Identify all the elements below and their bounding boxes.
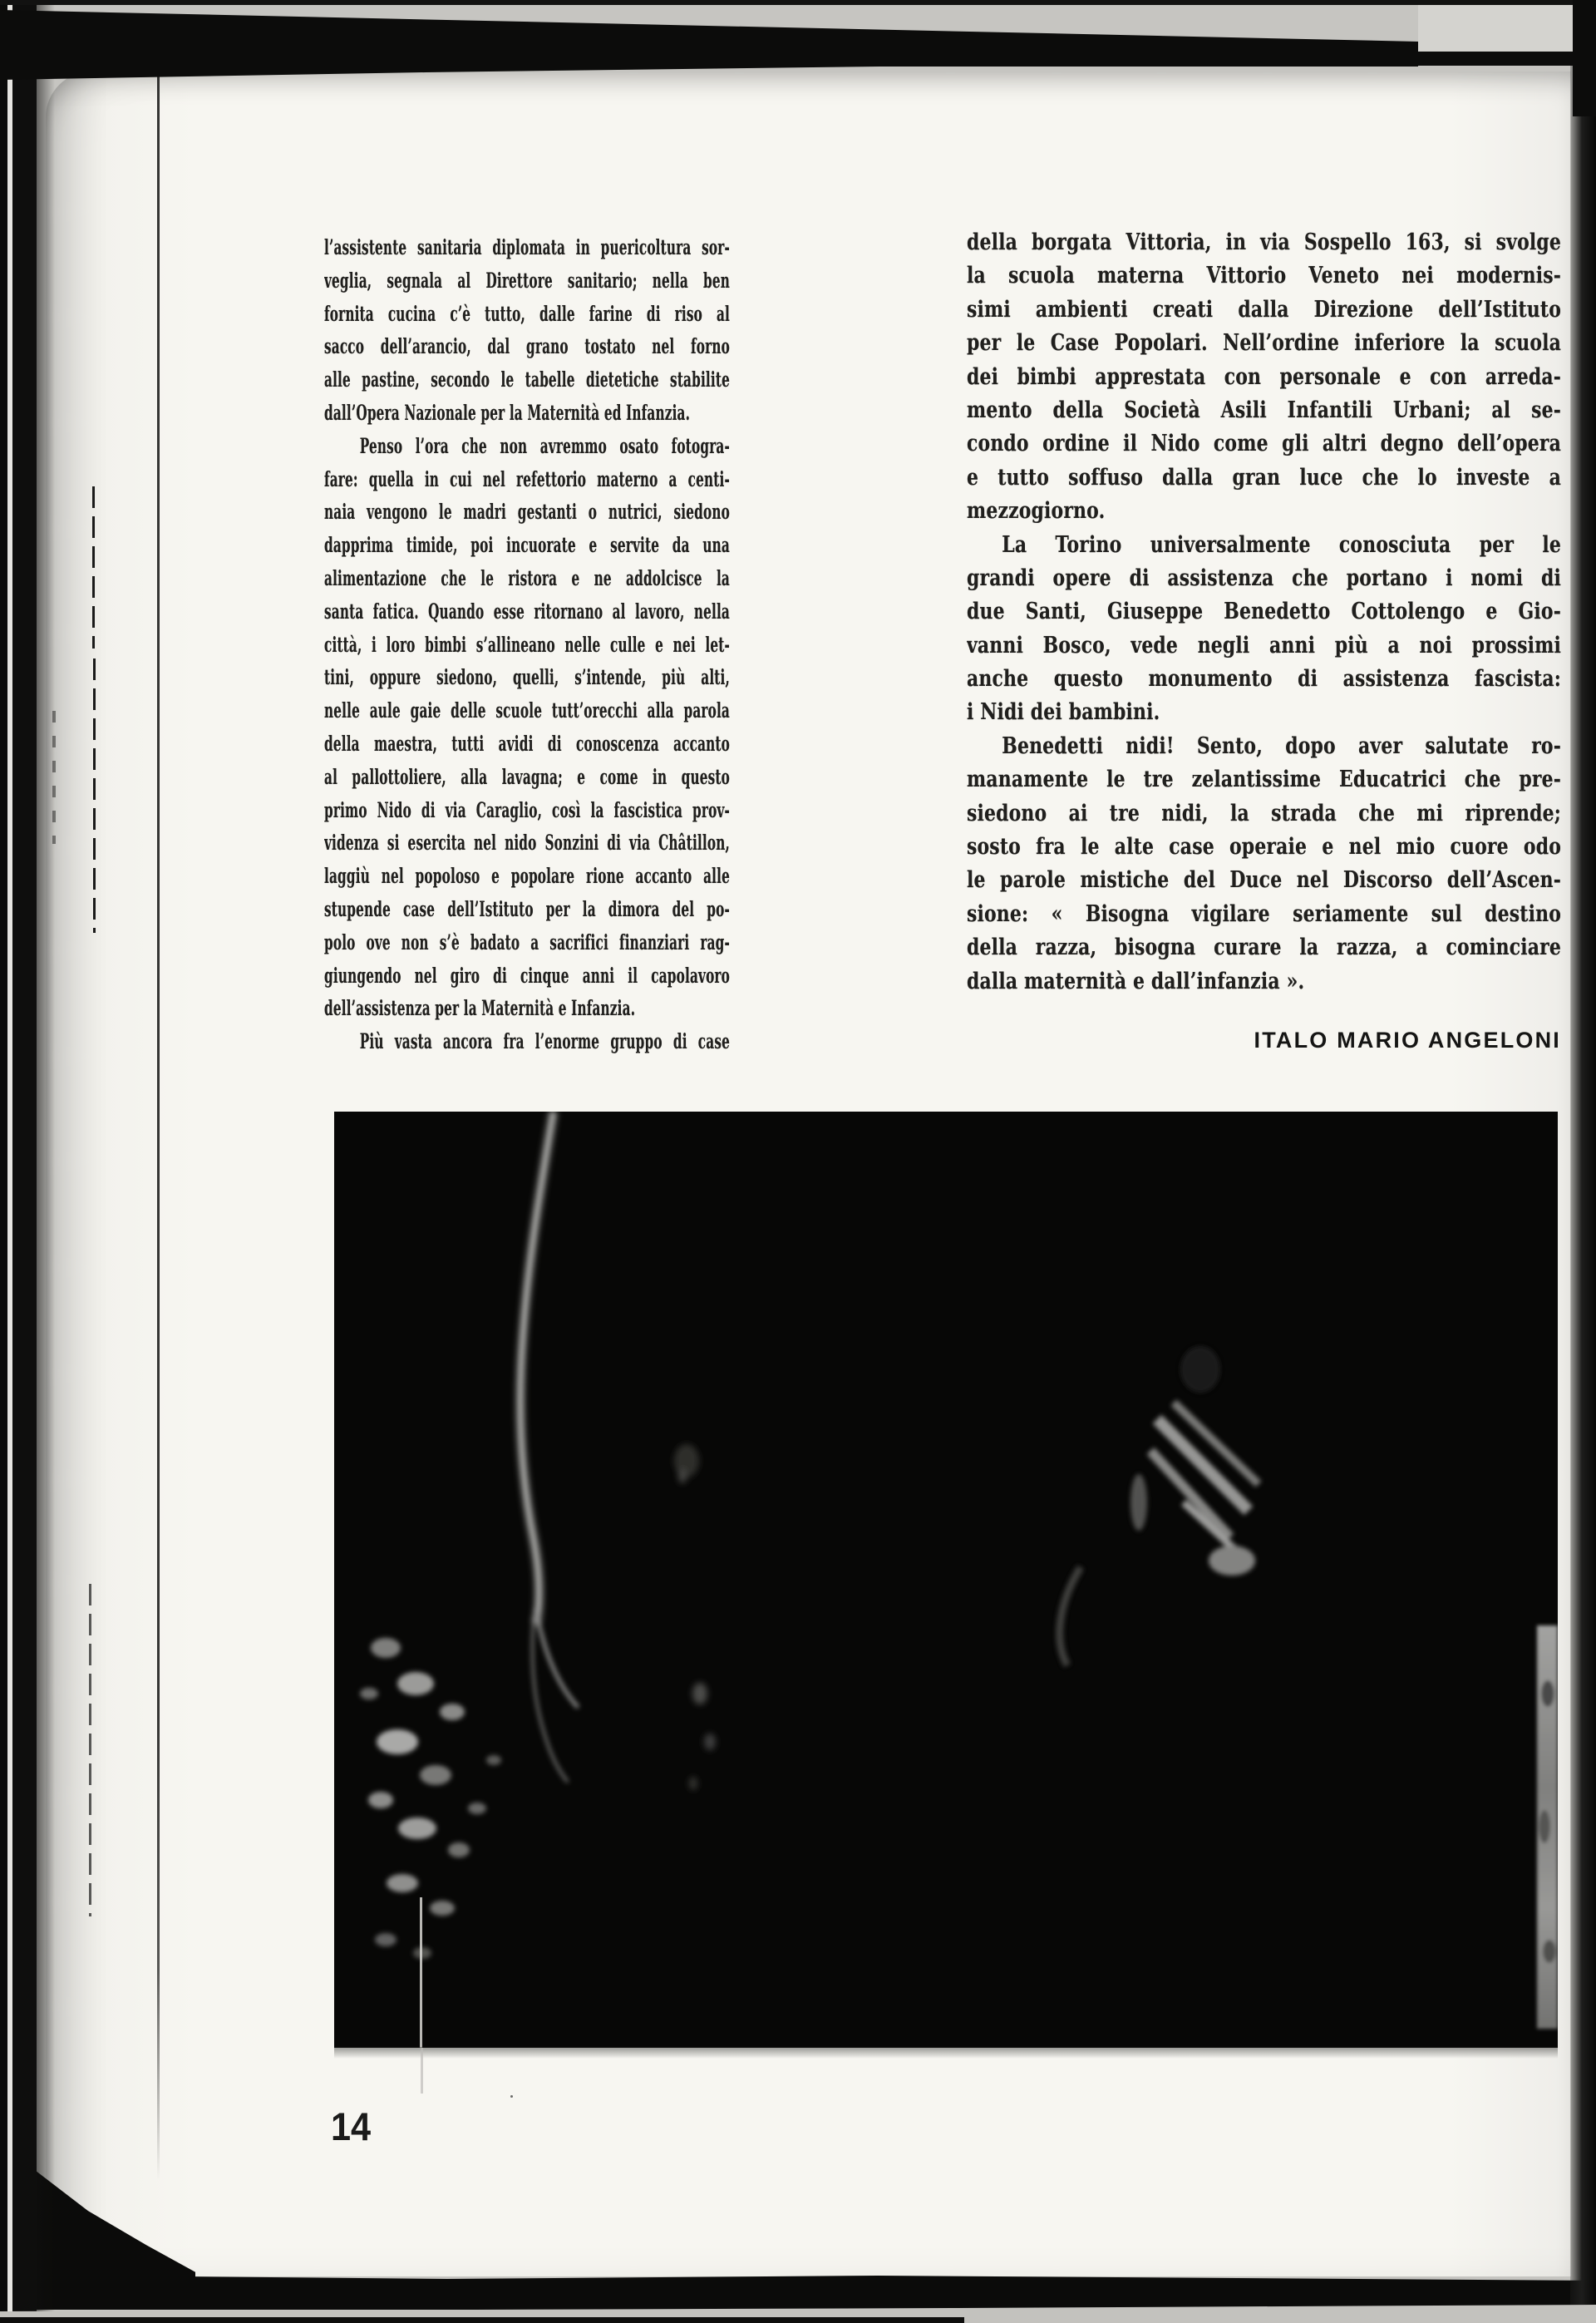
text-line: dalla maternità e dall’infanzia ».	[967, 968, 1305, 994]
spine-black-strip-inner	[12, 0, 37, 2323]
margin-dash-line	[92, 486, 95, 649]
text-line: santa fatica. Quando esse ritornano al lavoro, nella	[324, 599, 730, 624]
text-line: la scuola materna Vittorio Veneto nei modernis-	[967, 263, 1561, 289]
page-fold-line	[157, 76, 160, 2180]
text-line: al pallottoliere, alla lavagna; e come in questo	[324, 764, 730, 789]
page-number: 14	[331, 2104, 372, 2148]
text-line: e tutto soffuso dalla gran luce che lo investe a	[967, 464, 1561, 491]
text-line: giungendo nel giro di cinque anni il capolavoro	[324, 963, 730, 988]
text-line: dapprima timide, poi incuorate e servite da una	[324, 533, 730, 558]
text-line: per le Case Popolari. Nell’ordine inferiore la scuola	[967, 330, 1561, 357]
dust-speck	[510, 2095, 513, 2098]
scan-top-edge-line	[0, 0, 1596, 5]
text-line: dei bimbi apprestata con personale e con arreda-	[967, 363, 1561, 390]
text-line: manamente le tre zelantissime Educatrici che pre-	[967, 767, 1561, 793]
text-line: vanni Bosco, vede negli anni più a noi prossimi	[967, 632, 1561, 658]
text-line: due Santi, Giuseppe Benedetto Cottolengo e Gio-	[967, 599, 1561, 625]
scratch-mark	[421, 2048, 423, 2094]
photo-bottom-shadow	[334, 2047, 1558, 2059]
text-line: della borgata Vittoria, in via Sospello 163, si svolge	[967, 229, 1561, 255]
text-line: anche questo monumento di assistenza fascista:	[967, 666, 1561, 693]
text-line: polo ove non s’è badato a sacrifici finanziari rag-	[324, 930, 730, 954]
author-byline: ITALO MARIO ANGELONI	[1254, 1028, 1561, 1053]
scan-right-black-band	[1570, 0, 1596, 2323]
text-line: sione: « Bisogna vigilare seriamente sul destino	[967, 900, 1561, 927]
text-line: della maestra, tutti avidi di conoscenza accanto	[324, 731, 730, 756]
text-line: sosto fra le alte case operaie e nel mio cuore odo	[967, 834, 1561, 861]
text-line: fare: quella in cui nel refettorio materno a centi-	[324, 466, 730, 491]
article-photo	[334, 1112, 1558, 2048]
text-line: Benedetti nidi! Sento, dopo aver salutate ro-	[1002, 732, 1561, 759]
text-line: grandi opere di assistenza che portano i nomi di	[967, 565, 1561, 591]
text-line: tini, oppure siedono, quelli, s’intende, più alti,	[324, 665, 730, 690]
spine-black-strip-outer	[0, 0, 7, 2323]
text-line: siedono ai tre nidi, la strada che mi riprende;	[967, 800, 1561, 826]
scan-top-black-strip	[1418, 52, 1573, 66]
text-line: laggiù nel popoloso e popolare rione accanto alle	[324, 864, 730, 889]
scan-top-right-corner	[1573, 0, 1596, 116]
photo-highlights-graphic	[334, 1112, 1558, 2048]
text-line: videnza si esercita nel nido Sonzini di via Châtillon,	[324, 831, 730, 856]
right-text-column	[967, 226, 1561, 999]
text-line: alimentazione che le ristora e ne addolcisce la	[324, 565, 730, 590]
text-line: le parole mistiche del Duce nel Discorso dell’Ascen-	[967, 867, 1561, 894]
scan-top-right-notch	[1418, 5, 1573, 52]
text-line: della razza, bisogna curare la razza, a cominciare	[967, 935, 1561, 961]
text-line: La Torino universalmente conosciuta per le	[1002, 531, 1561, 558]
text-line: fornita cucina c’è tutto, dalle farine di riso al	[324, 301, 730, 326]
text-line: simi ambienti creati dalla Direzione dell’Istituto	[967, 296, 1561, 323]
margin-dash-line	[93, 658, 96, 933]
scan-bottom-edge-line	[0, 2317, 964, 2323]
text-line: i Nidi dei bambini.	[967, 699, 1160, 726]
scan-top-black-band	[0, 0, 1418, 83]
text-line: mento della Società Asili Infantili Urbani; al se-	[967, 397, 1561, 423]
text-line: primo Nido di via Caraglio, così la fascistica prov-	[324, 797, 730, 822]
text-line: alle pastine, secondo le tabelle dietetiche stabilite	[324, 367, 730, 392]
scan-bottom-black-band	[0, 2275, 1596, 2310]
text-line: dall’Opera Nazionale per la Maternità ed Infanzia.	[324, 400, 691, 425]
text-line: l’assistente sanitaria diplomata in puericoltura sor-	[324, 235, 730, 259]
text-line: Più vasta ancora fra l’enorme gruppo di case	[359, 1029, 730, 1054]
text-line: nelle aule gaie delle scuole tutt’orecchi alla parola	[324, 698, 730, 723]
text-line: naia vengono le madri gestanti o nutrici, siedono	[324, 500, 730, 525]
text-line: Penso l’ora che non avremmo osato fotogra-	[359, 433, 730, 458]
spine-shadow-fade	[37, 0, 55, 2323]
text-line: condo ordine il Nido come gli altri degno dell’opera	[967, 431, 1561, 457]
text-line: veglia, segnala al Direttore sanitario; nella ben	[324, 268, 730, 293]
margin-dash-line	[89, 1584, 91, 1916]
text-line: stupende case dell’Istituto per la dimora del po-	[324, 896, 730, 921]
text-line: sacco dell’arancio, dal grano tostato nel forno	[324, 334, 730, 359]
text-line: mezzogiorno.	[967, 498, 1106, 525]
text-line: dell’assistenza per la Maternità e Infanzia.	[324, 996, 636, 1021]
left-text-column	[324, 231, 730, 1058]
text-line: città, i loro bimbi s’allineano nelle culle e nei let-	[324, 632, 730, 657]
